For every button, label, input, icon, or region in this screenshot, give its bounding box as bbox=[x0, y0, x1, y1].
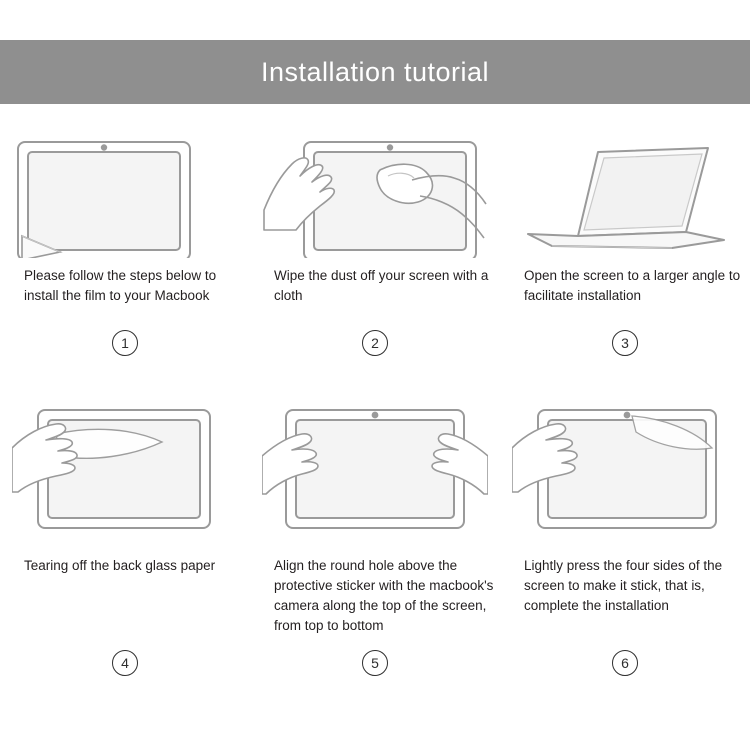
step-5-caption: Align the round hole above the protective sticker with the macbook's camera along the top of the screen, from top to bottom bbox=[274, 558, 494, 633]
step-3-caption: Open the screen to a larger angle to facilitate installation bbox=[524, 268, 741, 303]
step-3-number-wrap bbox=[500, 330, 750, 356]
page-title: Installation tutorial bbox=[260, 56, 490, 87]
step-6-illustration bbox=[512, 408, 738, 548]
step-card-3 bbox=[500, 118, 750, 408]
step-1-caption: Please follow the steps below to install the film to your Macbook bbox=[24, 268, 217, 303]
step-card-2 bbox=[250, 118, 500, 408]
step-number-badge: 6 bbox=[612, 650, 638, 676]
step-card-1 bbox=[0, 118, 250, 408]
step-number-badge: 5 bbox=[362, 650, 388, 676]
step-1-number-wrap bbox=[0, 330, 250, 356]
step-card-5 bbox=[250, 408, 500, 698]
step-1-illustration bbox=[12, 118, 238, 258]
step-number-badge: 4 bbox=[112, 650, 138, 676]
step-number-badge: 2 bbox=[362, 330, 388, 356]
step-card-4 bbox=[0, 408, 250, 698]
step-card-6 bbox=[500, 408, 750, 698]
step-2-caption: Wipe the dust off your screen with a cloth bbox=[274, 268, 489, 303]
step-number-badge: 3 bbox=[612, 330, 638, 356]
step-3-illustration bbox=[512, 118, 738, 258]
step-4-number-wrap bbox=[0, 650, 250, 676]
step-5-number-wrap bbox=[250, 650, 500, 676]
step-4-caption: Tearing off the back glass paper bbox=[24, 558, 216, 573]
step-number-badge: 1 bbox=[112, 330, 138, 356]
page-header bbox=[0, 40, 750, 104]
step-6-caption: Lightly press the four sides of the screen to make it stick, that is, complete the installation bbox=[524, 558, 723, 613]
step-5-illustration bbox=[262, 408, 488, 548]
step-2-number-wrap bbox=[250, 330, 500, 356]
step-6-number-wrap bbox=[500, 650, 750, 676]
step-2-illustration bbox=[262, 118, 488, 258]
step-4-illustration bbox=[12, 408, 238, 548]
steps-grid bbox=[0, 118, 750, 728]
